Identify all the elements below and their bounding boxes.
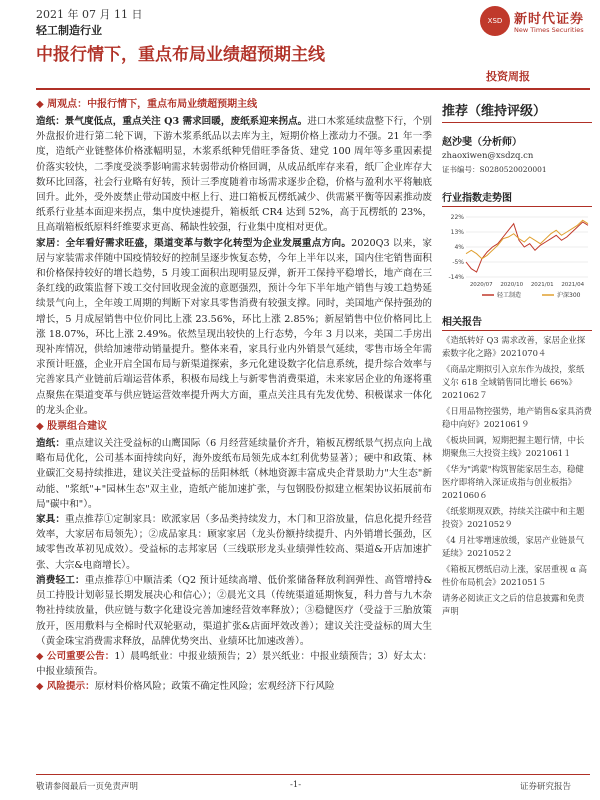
x-tick-label: 2020/07 (469, 282, 493, 288)
paragraph-furniture (36, 236, 432, 418)
para-lead: 家具： (36, 514, 65, 526)
footer-divider (36, 774, 590, 775)
analyst-cert: 证书编号：S0280520020001 (442, 165, 547, 174)
index-chart-svg (442, 213, 592, 301)
series-line-1 (466, 220, 588, 258)
para-body: 2020Q3 以来，家居与家装需求伴随中国疫情较好的控制呈逐步恢复态势，今年上半年以来，国内住宅销售面积和价格保持较好的增长趋势，5 月竣工面积出现明显反弹，新开工保持平稳增长，地产商在三条红线的政策监督下竣工交付回收现金流的意愿强烈，预计今年下半年地产销售与竣工趋势延续景气向上，全年竣工周期的判断下对家具零售消费有较强支撑。同时，美国地产保持强劲的增长，5 月成屋销售中位价同比上涨 23.56%，环比上涨 2.85%；新屋销售中位价格同比上涨 18.07%，环比上涨 2.49%。依然呈现出较快的上行态势，今年 3 月以来，美国二手房出现补库情况，供给加速带动销量提升。整体来看，家具行业内外销景气延续，零售市场全年需求预计旺盛，企业开启全国布局与新渠道探索，多元化建设数字化信息系统，提升综合效率与完善家具产业链前后端运营体系，积极布局线上与新零售消费渠道，未来家居企业的角逐将重点聚焦在渠道变革与供应链运营效率提升两大方面，重点关注具有先发优势、积极谋求一体化的龙头企业。 (36, 237, 433, 416)
related-report[interactable]: 《商品定期拟引入京东作为战投，浆纸义尔 618 全域销售同比增长 66%》2021062７ (442, 364, 585, 400)
para-lead: 造纸： (36, 438, 66, 450)
header-divider (36, 88, 590, 90)
y-tick-label: -5% (452, 259, 464, 266)
para-lead-emphasis: 全年看好需求旺盛，渠道变革与数字化转型为企业发展重点方向。 (65, 237, 352, 249)
para-lead: 消费轻工： (36, 574, 85, 586)
industry-name: 轻工制造行业 (36, 24, 102, 37)
reports-heading: 相关报告 (442, 313, 592, 331)
paragraph-paper (36, 114, 432, 236)
para-body: 重点推荐①定制家具：欧派家居（多品类持续发力，木门和卫浴放量，信息化提升经营效率，大家居布局领先）；②成品家具：顾家家居（龙头份额持续提升、内外销增长强劲，区域零售改革初见成效）。受益标的志邦家居（三线联形龙头业绩弹性较高、渠道&开店加速扩张、大宗&电商增长）。 (36, 514, 433, 571)
brand-logo (480, 6, 590, 40)
para-lead: 造纸： (36, 116, 65, 127)
para-lead: 家居： (36, 237, 66, 249)
para-lead: ◆ 风险提示： (36, 681, 95, 693)
related-report[interactable]: 《纸浆期现双跌，持续关注碳中和主题投资》2021052９ (442, 506, 585, 529)
para-lead: ◆ 公司重要公告： (36, 650, 115, 662)
paragraph-portfolio-furniture (36, 512, 432, 573)
sidebar (442, 96, 592, 618)
report-type: 投资周报 (486, 70, 530, 83)
rating: 推荐（维持评级） (442, 104, 547, 119)
main-content (36, 96, 432, 695)
y-tick-label: -14% (448, 274, 464, 281)
section-portfolio (36, 420, 432, 649)
para-body: 原材料价格风险；政策不确定性风险；宏观经济下行风险 (94, 681, 335, 693)
section-notes (36, 649, 432, 695)
footer-label: 证券研究报告 (520, 782, 572, 792)
section-heading: ◆ 周观点：中报行情下，重点布局业绩超预期主线 (36, 99, 258, 110)
para-body: 重点建议关注受益标的山鹰国际（6 月经营延续量价齐升，箱板瓦楞纸景气拐点向上战略布局优化，公司基本面持续向好，海外废纸布局领先成本红利优势显著）；硬中和政策、林业碳汇交易持续推进，建议关注受益标的岳阳林纸（林地资源丰富成央企背景助力"大生态"新动能、"浆纸"+"园林生态"双主业，造纸产能加速扩张，与包钢股份拟建立框架协议拓展前布局"碳中和"）。 (36, 438, 432, 510)
logo-mark: XSD (480, 6, 510, 36)
page-number: -1- (290, 780, 302, 790)
para-lead-emphasis: 景气度低点，重点关注 Q3 需求回暖，废纸系迎来拐点。 (64, 116, 308, 127)
footer-disclaimer: 敬请参阅最后一页免责声明 (36, 782, 139, 792)
y-tick-label: 13% (450, 229, 464, 236)
chart-heading: 行业指数走势图 (442, 189, 592, 207)
y-tick-label: 4% (454, 244, 464, 251)
logo-en-text: New Times Securities (514, 26, 584, 34)
related-report[interactable]: 《日用品物控强势，地产销售&家具消费稳中向好》2021061９ (442, 406, 592, 429)
analyst-name: 赵沙斐（分析师） (442, 137, 522, 148)
section-heading: ◆ 股票组合建议 (36, 421, 108, 433)
analyst-email[interactable]: zhaoxiwen@xsdzq.cn (442, 151, 534, 161)
y-tick-label: 22% (450, 214, 464, 221)
index-chart (442, 213, 592, 305)
para-body: 1）晨鸣纸业：中报业绩预告；2）景兴纸业：中报业绩预告；3）好太太：中报业绩预告。 (36, 650, 433, 678)
logo-cn-text: 新时代证券 (514, 12, 585, 27)
report-title: 中报行情下，重点布局业绩超预期主线 (36, 45, 325, 65)
related-report[interactable]: 《箱板瓦楞纸启动上涨，家居重视 α 高性价布局机会》2021051５ (442, 564, 587, 587)
paragraph-portfolio-consumer (36, 573, 432, 649)
paragraph-portfolio-paper (36, 436, 432, 512)
disclaimer-note: 请务必阅读正文之后的信息披露和免责声明 (442, 593, 585, 616)
para-body: 进口木浆延续盘整下行，个别外盘报价进行第二轮下调，下游木浆系纸品以去库为主，短期价格上涨动力不强。21 年一季度，造纸产业链整体价格涨幅明显，木浆系纸种凭借旺季备货、建党 100 周年等多重因素提价落实较快，二季度受淡季影响需求转弱带动价格回调，从成品纸库存来看，纸厂企业库存大数环比回落，社会行业略有好转，预计三季度随着市场需求逐步企稳，价格与盈利水平将触底回升。此外，受外废禁止带动国废中枢上行、进口箱板瓦楞纸减少、供需紧平衡等因素推动废纸系行业基本面迎来拐点，集中度快速提升，箱板纸 CR4 达到 52%，高于瓦楞纸的 23%，且高端箱板纸原料纤维要求更高、稀缺性较强，行业集中度相对更优。 (36, 116, 433, 234)
legend-label: 沪深300 (557, 292, 581, 299)
paragraph-risks (36, 679, 432, 694)
legend-label: 轻工制造 (497, 292, 522, 299)
paragraph-announcements (36, 649, 432, 679)
para-body: 重点推荐①中顺洁柔（Q2 预计延续高增、低价浆储备释放利润弹性、高管增持&员工持股计划彰显长期发展决心和信心）；②晨光文具（传统渠道延期恢复，科力普与九木杂物社持续放量，供应链与数字化建设完善加速经营效率释放）；③稳健医疗（受益于三胎放策放开，医用敷料与全棉时代双轮驱动，渠道扩张&店面坪效改善）；建议关注受益标的周大生（黄金珠宝消费需求释放，品牌优势突出、业绩环比加速改善）。 (36, 574, 433, 647)
related-reports-list (442, 334, 592, 618)
report-date: 2021 年 07 月 11 日 (36, 8, 143, 21)
x-tick-label: 2020/10 (500, 282, 524, 288)
x-tick-label: 2021/04 (561, 282, 585, 288)
section-weekly-view (36, 98, 432, 418)
rating-divider (442, 122, 592, 123)
related-report[interactable]: 《4 月社零增速放缓，家居产业链景气延续》2021052２ (442, 535, 584, 558)
related-report[interactable]: 《板块回调，短期把握主题行情，中长期聚焦三大投资主线》2021061１ (442, 435, 585, 458)
related-report[interactable]: 《造纸转好 Q3 需求改善，家居企业探索数字化之路》2021070４ (442, 335, 586, 358)
related-report[interactable]: 《华为"鸿蒙"构筑智能家居生态，稳健医疗即将纳入深证成指与创业板指》2021060６ (442, 464, 584, 500)
x-tick-label: 2021/01 (530, 282, 554, 288)
